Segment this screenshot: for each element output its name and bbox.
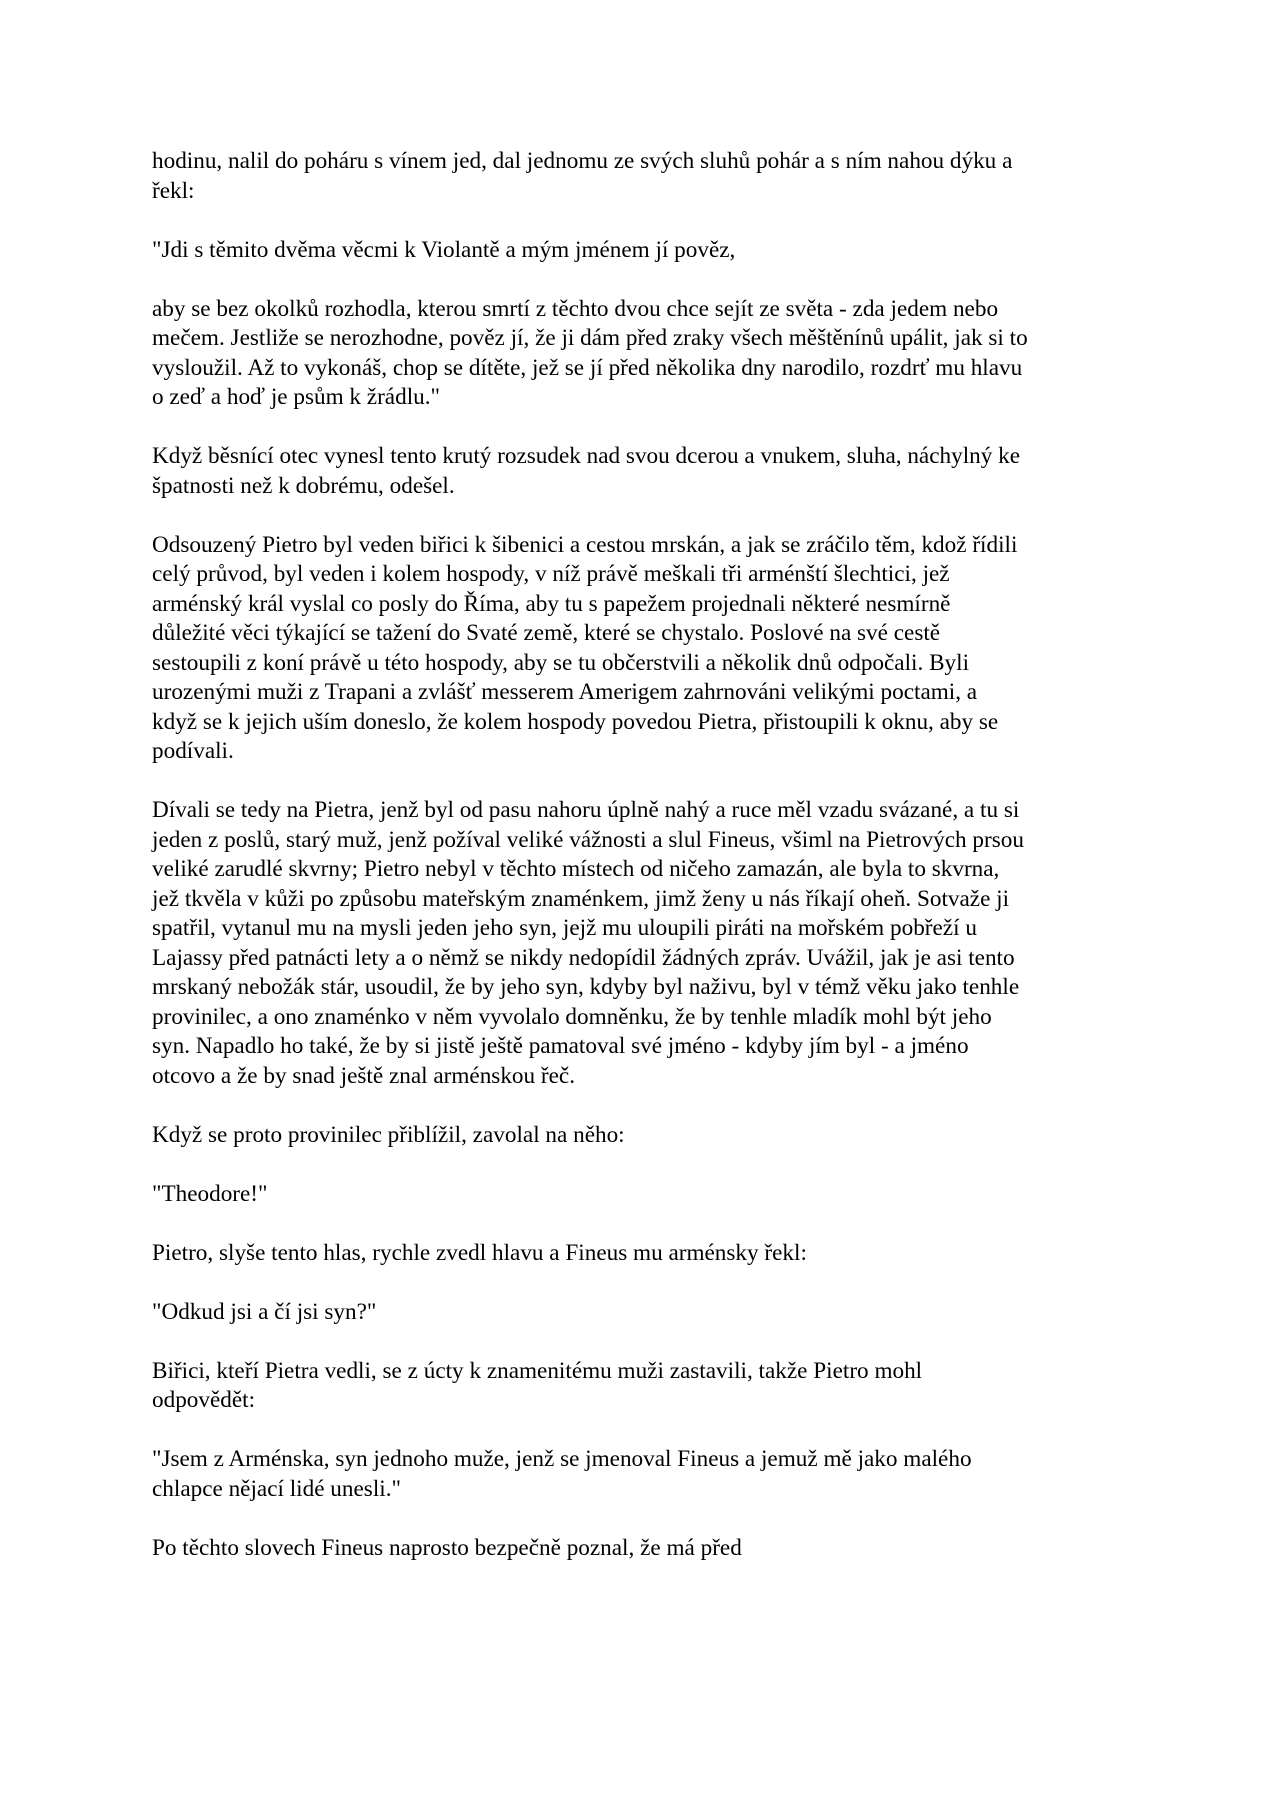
text-line: odpovědět: (152, 1387, 256, 1413)
text-line: vysloužil. Až to vykonáš, chop se dítěte, jež se jí před několika dny narodilo, rozdrť mu hlavu (152, 354, 1023, 381)
text-line: urozenými muži z Trapani a zvlášť messerem Amerigem zahrnováni velikými poctami, a (152, 679, 978, 705)
text-line: arménský král vyslal co posly do Říma, aby tu s papežem projednali některé nesmírně (152, 590, 951, 617)
text-line: "Jdi s těmito dvěma věcmi k Violantě a mým jménem jí pověz, (152, 236, 736, 263)
text-line: celý průvod, byl veden i kolem hospody, v níž právě meškali tři arménští šlechtici, jež (152, 561, 950, 587)
paragraph (152, 442, 1132, 501)
text-line: veliké zarudlé skvrny; Pietro nebyl v těchto místech od ničeho zamazán, ale byla to skvrna, (152, 856, 1000, 882)
text-line: hodinu, nalil do poháru s vínem jed, dal jednomu ze svých sluhů pohár a s ním nahou dýku a (152, 148, 1013, 174)
text-line: jeden z poslů, starý muž, jenž požíval veliké vážnosti a slul Fineus, všiml na Pietrových prsou (152, 826, 1024, 853)
text-line: Když běsnící otec vynesl tento krutý rozsudek nad svou dcerou a vnukem, sluha, náchylný ke (152, 443, 1021, 469)
paragraph (152, 1534, 1132, 1564)
paragraph (152, 1445, 1132, 1504)
text-line: špatnosti než k dobrému, odešel. (152, 472, 455, 499)
text-line: chlapce nějací lidé unesli." (152, 1475, 401, 1502)
text-line: důležité věci týkající se tažení do Svaté země, které se chystalo. Poslové na své cestě (152, 620, 941, 646)
text-line: řekl: (152, 177, 195, 204)
text-line: "Jsem z Arménska, syn jednoho muže, jenž se jmenoval Fineus a jemuž mě jako malého (152, 1446, 972, 1472)
text-line: syn. Napadlo ho také, že by si jistě ještě pamatoval své jméno - kdyby jím byl - a jméno (152, 1033, 969, 1059)
text-line: o zeď a hoď je psům k žrádlu." (152, 384, 440, 410)
text-line: Biřici, kteří Pietra vedli, se z úcty k znamenitému muži zastavili, takže Pietro mohl (152, 1357, 923, 1384)
text-line: když se k jejich uším doneslo, že kolem hospody povedou Pietra, přistoupili k oknu, aby se (152, 708, 999, 735)
text-line: Po těchto slovech Fineus naprosto bezpečně poznal, že má před (152, 1534, 742, 1561)
text-line: Když se proto provinilec přiblížil, zavolal na něho: (152, 1121, 625, 1148)
paragraph (152, 147, 1132, 206)
text-line: otcovo a že by snad ještě znal arménskou řeč. (152, 1062, 576, 1089)
paragraph (152, 1121, 1132, 1151)
text-line: "Odkud jsi a čí jsi syn?" (152, 1298, 377, 1325)
document-page (152, 147, 1132, 1593)
text-line: Lajassy před patnácti lety a o němž se nikdy nedopídil žádných zpráv. Uvážil, jak je asi tento (152, 944, 1015, 971)
text-line: "Theodore!" (152, 1180, 268, 1207)
text-line: Odsouzený Pietro byl veden biřici k šibenici a cestou mrskán, a jak se zráčilo těm, kdož řídili (152, 531, 1018, 558)
text-line: mrskaný nebožák stár, usoudil, že by jeho syn, kdyby byl naživu, byl v témž věku jako tenhle (152, 974, 1020, 1000)
paragraph (152, 1298, 1132, 1328)
text-line: sestoupili z koní právě u této hospody, aby se tu občerstvili a několik dnů odpočali. Byli (152, 649, 970, 676)
text-line: Dívali se tedy na Pietra, jenž byl od pasu nahoru úplně nahý a ruce měl vzadu svázané, a tu si (152, 797, 1020, 823)
paragraph (152, 531, 1132, 767)
text-line: jež tkvěla v kůži po způsobu mateřským znaménkem, jimž ženy u nás říkají oheň. Sotvaže ji (152, 885, 1010, 912)
text-line: provinilec, a ono znaménko v něm vyvolalo domněnku, že by tenhle mladík mohl být jeho (152, 1003, 992, 1030)
paragraph (152, 1357, 1132, 1416)
text-line: Pietro, slyše tento hlas, rychle zvedl hlavu a Fineus mu arménsky řekl: (152, 1239, 807, 1266)
text-line: mečem. Jestliže se nerozhodne, pověz jí, že ji dám před zraky všech měštěnínů upálit, jak si to (152, 325, 1028, 351)
paragraph (152, 1239, 1132, 1269)
text-line: aby se bez okolků rozhodla, kterou smrtí z těchto dvou chce sejít ze světa - zda jedem nebo (152, 295, 999, 322)
paragraph (152, 236, 1132, 266)
text-line: spatřil, vytanul mu na mysli jeden jeho syn, jejž mu uloupili piráti na mořském pobřeží u (152, 915, 977, 941)
paragraph (152, 1180, 1132, 1210)
text-line: podívali. (152, 738, 234, 764)
paragraph (152, 796, 1132, 1091)
paragraph (152, 295, 1132, 413)
